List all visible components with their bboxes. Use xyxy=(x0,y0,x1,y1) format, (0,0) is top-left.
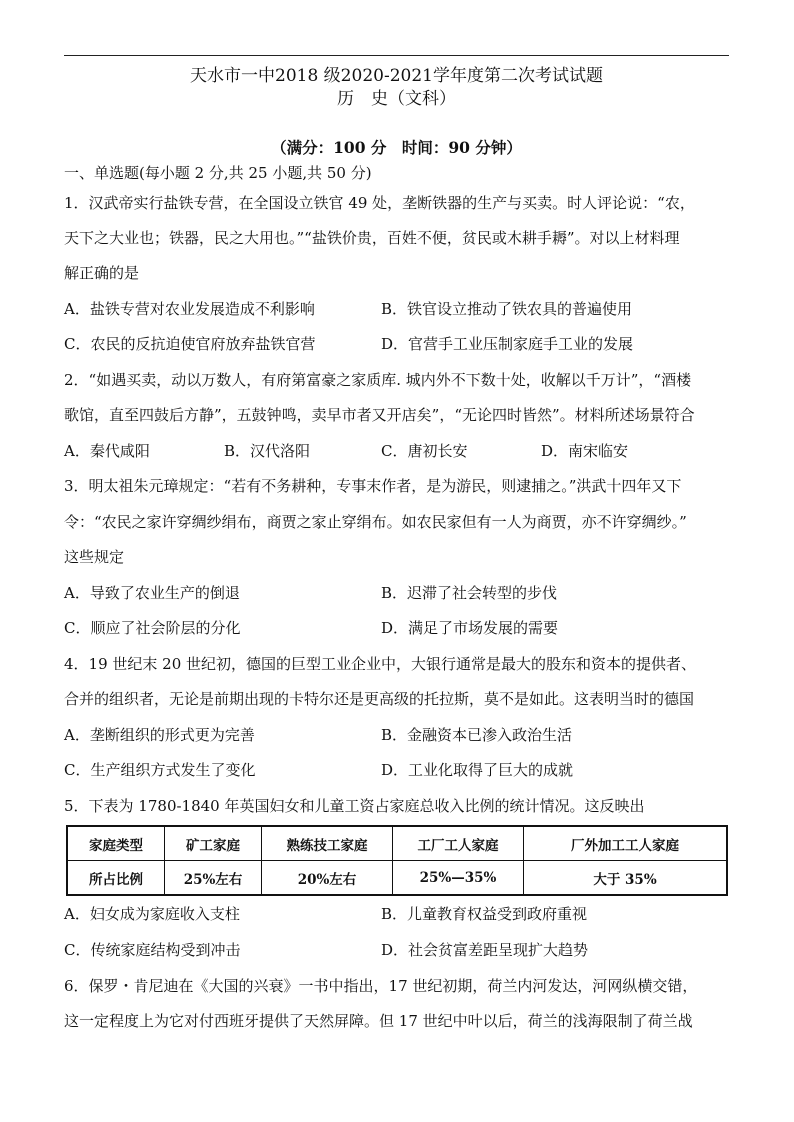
q2-text-line1: 2．“如遇买卖，动以万数人，有府第富豪之家质库. 城内外不下数十处，收解以千万计”，“酒楼 xyxy=(64,371,692,389)
q1-option-a: A．盐铁专营对农业发展造成不利影响 xyxy=(64,300,315,318)
q4-option-d: D．工业化取得了巨大的成就 xyxy=(381,761,574,779)
subject-title: 历 史（文科） xyxy=(337,89,456,109)
q5-option-d: D．社会贫富差距呈现扩大趋势 xyxy=(381,941,589,959)
table-cell: 所占比例 xyxy=(67,861,165,896)
q1-text-line3: 解正确的是 xyxy=(64,264,140,282)
top-rule xyxy=(64,55,729,56)
q3-option-d: D．满足了市场发展的需要 xyxy=(381,619,559,637)
q4-option-b: B．金融资本已渗入政治生活 xyxy=(381,726,573,744)
table-cell: 大于 35% xyxy=(524,861,728,896)
table-header-cell: 家庭类型 xyxy=(67,826,165,861)
table-header-cell: 矿工家庭 xyxy=(165,826,262,861)
table-cell: 25%—35% xyxy=(393,861,524,896)
table-header-cell: 熟练技工家庭 xyxy=(262,826,393,861)
q3-text-line3: 这些规定 xyxy=(64,548,125,566)
q5-option-a: A．妇女成为家庭收入支柱 xyxy=(64,905,240,923)
q4-option-c: C．生产组织方式发生了变化 xyxy=(64,761,256,779)
q2-text-line2: 歌馆，直至四鼓后方静”，五鼓钟鸣，卖早市者又开店矣”，“无论四时皆然”。材料所述场景符合 xyxy=(64,406,695,424)
table-cell: 20%左右 xyxy=(262,861,393,896)
q5-option-c: C．传统家庭结构受到冲击 xyxy=(64,941,241,959)
q3-text-line1: 3．明太祖朱元璋规定：“若有不务耕种，专事末作者，是为游民，则逮捕之。”洪武十四年又下 xyxy=(64,477,682,495)
q2-option-b: B．汉代洛阳 xyxy=(224,442,311,460)
table-row xyxy=(67,861,727,896)
q2-option-d: D．南宋临安 xyxy=(541,442,629,460)
income-ratio-table xyxy=(66,825,728,896)
table-header-cell: 工厂工人家庭 xyxy=(393,826,524,861)
q1-option-d: D．官营手工业压制家庭手工业的发展 xyxy=(381,335,634,353)
q1-option-b: B．铁官设立推动了铁农具的普遍使用 xyxy=(381,300,633,318)
q4-option-a: A．垄断组织的形式更为完善 xyxy=(64,726,255,744)
section-heading: 一、单选题(每小题 2 分,共 25 小题,共 50 分) xyxy=(64,164,372,182)
q3-option-c: C．顺应了社会阶层的分化 xyxy=(64,619,241,637)
score-time-info: （满分：100 分 时间：90 分钟） xyxy=(271,138,522,157)
q5-text-line1: 5．下表为 1780-1840 年英国妇女和儿童工资占家庭总收入比例的统计情况。这反映出 xyxy=(64,797,645,815)
q3-option-a: A．导致了农业生产的倒退 xyxy=(64,584,240,602)
exam-title: 天水市一中2018 级2020-2021学年度第二次考试试题 xyxy=(190,66,603,86)
q3-option-b: B．迟滞了社会转型的步伐 xyxy=(381,584,558,602)
q2-option-c: C．唐初长安 xyxy=(381,442,468,460)
q1-option-c: C．农民的反抗迫使官府放弃盐铁官营 xyxy=(64,335,316,353)
q1-text-line1: 1．汉武帝实行盐铁专营，在全国设立铁官 49 处，垄断铁器的生产与买卖。时人评论说：“农， xyxy=(64,194,695,212)
q3-text-line2: 令：“农民之家许穿绸纱绢布，商贾之家止穿绢布。如农民家但有一人为商贾，亦不许穿绸纱。” xyxy=(64,513,687,531)
table-header-cell: 厂外加工工人家庭 xyxy=(524,826,728,861)
q1-text-line2: 天下之大业也；铁器，民之大用也。”“盐铁价贵，百姓不便，贫民或木耕手耨”。对以上材料理 xyxy=(64,229,680,247)
q6-text-line1: 6．保罗・肯尼迪在《大国的兴衰》一书中指出，17 世纪初期，荷兰内河发达，河网纵横交错， xyxy=(64,977,698,995)
q6-text-line2: 这一定程度上为它对付西班牙提供了天然屏障。但 17 世纪中叶以后，荷兰的浅海限制了荷兰战 xyxy=(64,1012,693,1030)
q5-option-b: B．儿童教育权益受到政府重视 xyxy=(381,905,588,923)
q4-text-line2: 合并的组织者，无论是前期出现的卡特尔还是更高级的托拉斯，莫不是如此。这表明当时的德国 xyxy=(64,690,695,708)
q4-text-line1: 4．19 世纪末 20 世纪初，德国的巨型工业企业中，大银行通常是最大的股东和资本的提供者、 xyxy=(64,655,697,673)
table-cell: 25%左右 xyxy=(165,861,262,896)
table-row xyxy=(67,826,727,861)
q2-option-a: A．秦代咸阳 xyxy=(64,442,150,460)
